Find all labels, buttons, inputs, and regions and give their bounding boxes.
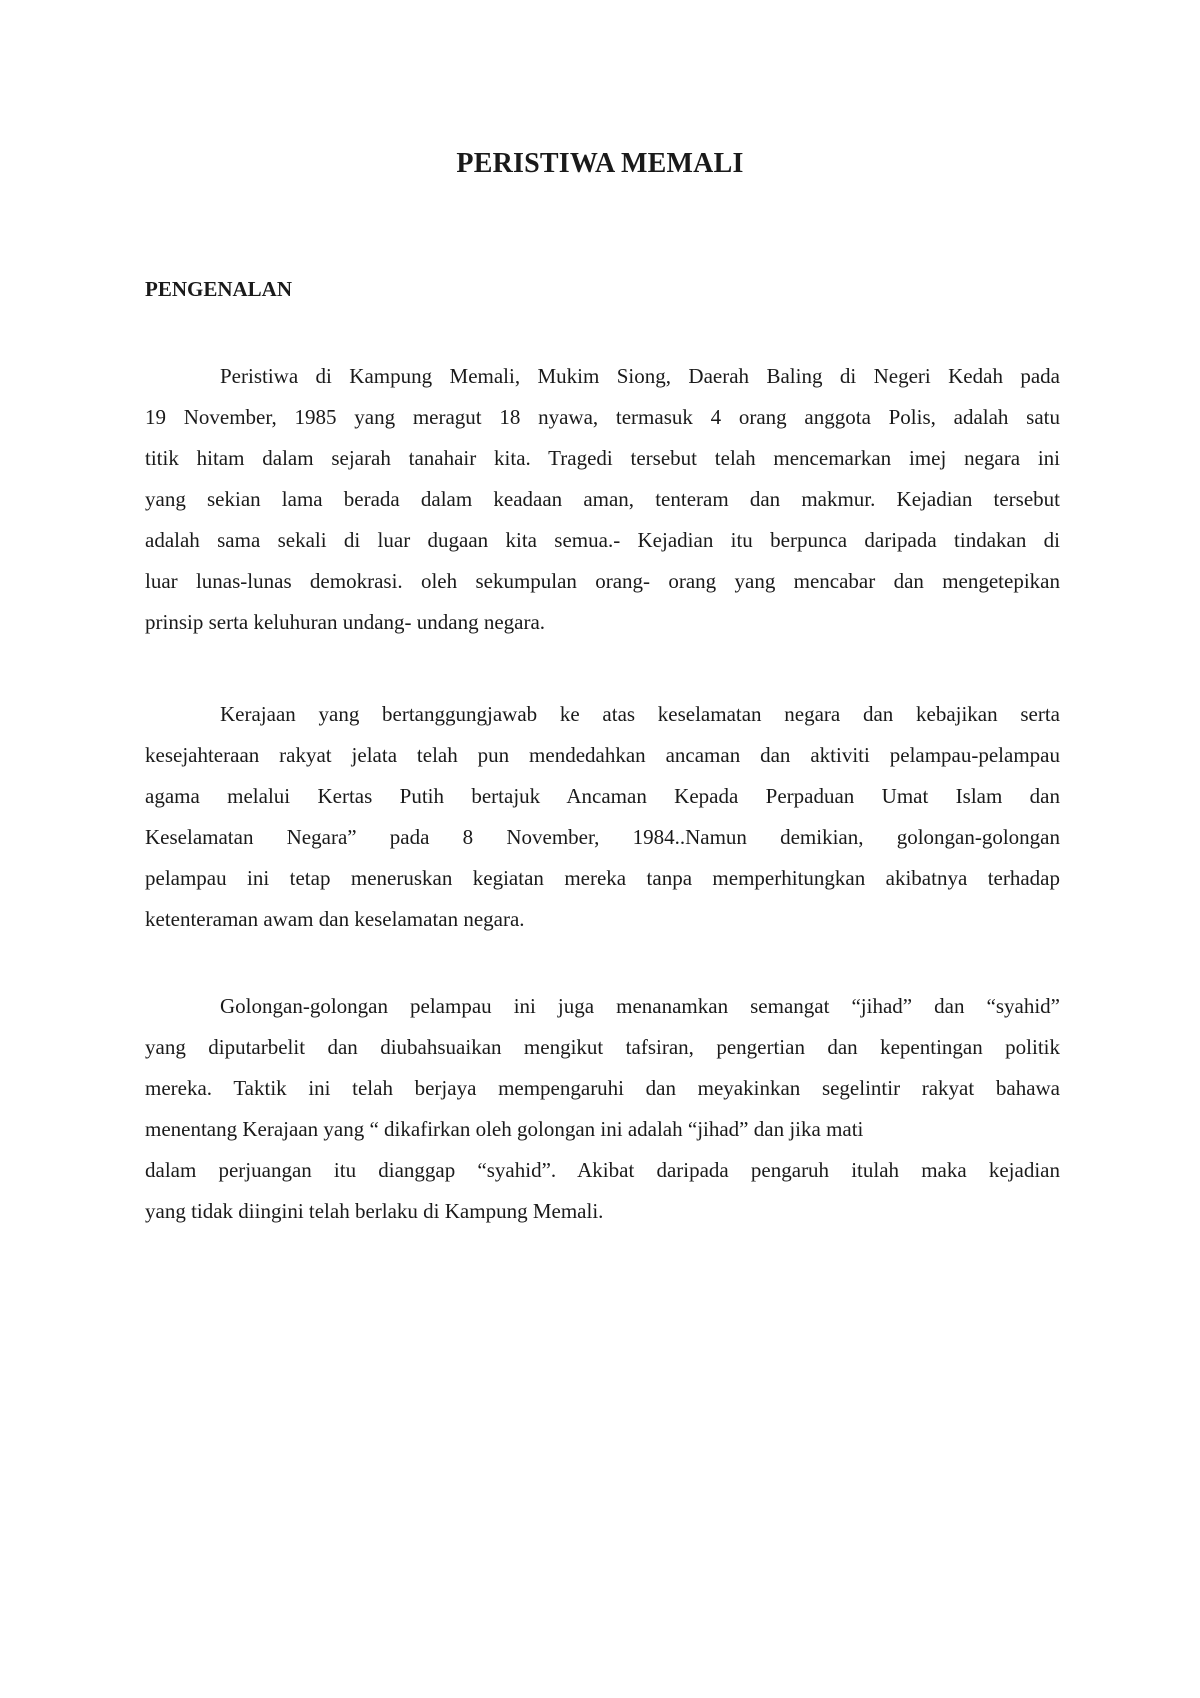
paragraph-line: Kerajaan yang bertanggungjawab ke atas keselamatan negara dan kebajikan serta bbox=[220, 702, 1060, 726]
paragraph-line: kesejahteraan rakyat jelata telah pun mendedahkan ancaman dan aktiviti pelampau-pelampau bbox=[145, 743, 1060, 767]
paragraph-line: Keselamatan Negara” pada 8 November, 1984..Namun demikian, golongan-golongan bbox=[145, 825, 1060, 849]
paragraph-line: ketenteraman awam dan keselamatan negara. bbox=[145, 907, 525, 931]
paragraph-line: yang tidak diingini telah berlaku di Kampung Memali. bbox=[145, 1199, 604, 1223]
section-heading: PENGENALAN bbox=[145, 277, 293, 301]
paragraph-line: Peristiwa di Kampung Memali, Mukim Siong, Daerah Baling di Negeri Kedah pada bbox=[220, 364, 1060, 388]
paragraph-3 bbox=[145, 986, 1060, 1232]
paragraph-line: titik hitam dalam sejarah tanahair kita. Tragedi tersebut telah mencemarkan imej negara ini bbox=[145, 446, 1060, 470]
paragraph-line: prinsip serta keluhuran undang- undang negara. bbox=[145, 610, 546, 634]
document-title: PERISTIWA MEMALI bbox=[456, 148, 744, 179]
paragraph-line: agama melalui Kertas Putih bertajuk Ancaman Kepada Perpaduan Umat Islam dan bbox=[145, 784, 1060, 808]
paragraph-1 bbox=[145, 356, 1060, 643]
paragraph-line: yang diputarbelit dan diubahsuaikan mengikut tafsiran, pengertian dan kepentingan politik bbox=[145, 1035, 1060, 1059]
paragraph-line: adalah sama sekali di luar dugaan kita semua.- Kejadian itu berpunca daripada tindakan di bbox=[145, 528, 1060, 552]
paragraph-line: pelampau ini tetap meneruskan kegiatan mereka tanpa memperhitungkan akibatnya terhadap bbox=[145, 866, 1060, 890]
paragraph-line: yang sekian lama berada dalam keadaan aman, tenteram dan makmur. Kejadian tersebut bbox=[145, 487, 1060, 511]
paragraph-line: menentang Kerajaan yang “ dikafirkan oleh golongan ini adalah “jihad” dan jika mati bbox=[145, 1117, 864, 1141]
paragraph-line: luar lunas-lunas demokrasi. oleh sekumpulan orang- orang yang mencabar dan mengetepikan bbox=[145, 569, 1060, 593]
paragraph-2 bbox=[145, 694, 1060, 940]
paragraph-line: Golongan-golongan pelampau ini juga menanamkan semangat “jihad” dan “syahid” bbox=[220, 994, 1060, 1018]
paragraph-line: dalam perjuangan itu dianggap “syahid”. Akibat daripada pengaruh itulah maka kejadian bbox=[145, 1158, 1060, 1182]
paragraph-line: 19 November, 1985 yang meragut 18 nyawa, termasuk 4 orang anggota Polis, adalah satu bbox=[145, 405, 1060, 429]
paragraph-line: mereka. Taktik ini telah berjaya mempengaruhi dan meyakinkan segelintir rakyat bahawa bbox=[145, 1076, 1060, 1100]
